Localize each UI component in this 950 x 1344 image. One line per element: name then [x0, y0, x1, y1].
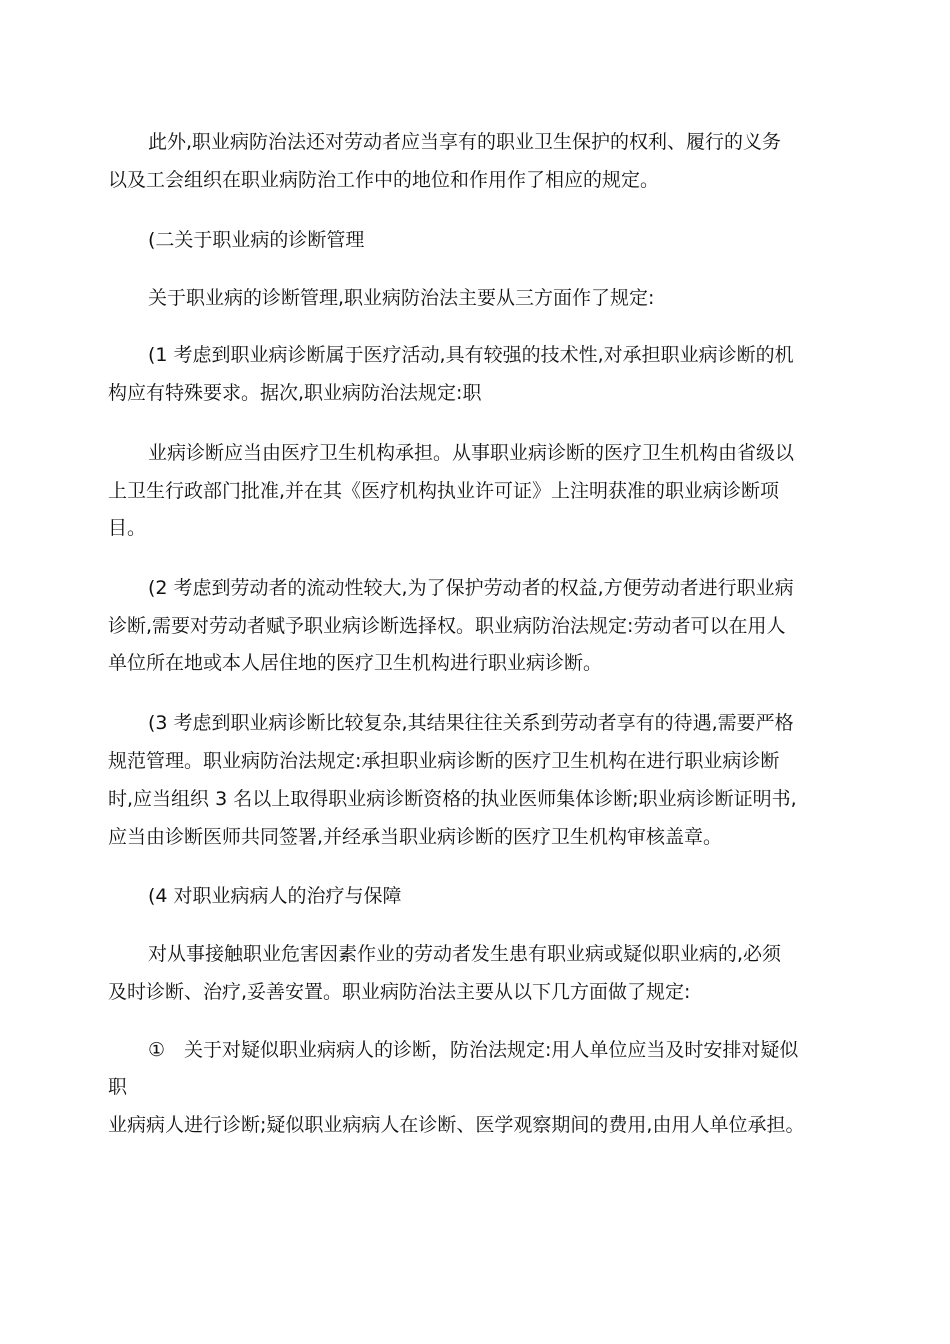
paragraph-line: 构应有特殊要求。据次,职业病防治法规定:职 [108, 382, 482, 404]
paragraph-line: 业病病人进行诊断;疑似职业病病人在诊断、医学观察期间的费用,由用人单位承担。 [108, 1114, 805, 1136]
paragraph-line: 关于职业病的诊断管理,职业病防治法主要从三方面作了规定: [148, 287, 655, 309]
paragraph-line: 对从事接触职业危害因素作业的劳动者发生患有职业病或疑似职业病的,必须 [148, 943, 782, 965]
paragraph-line: 目。 [108, 517, 147, 539]
paragraph-line: 此外,职业病防治法还对劳动者应当享有的职业卫生保护的权利、履行的义务 [148, 131, 782, 153]
paragraph-line: ① 关于对疑似职业病病人的诊断，防治法规定:用人单位应当及时安排对疑似 [148, 1039, 799, 1061]
section-heading: (4 对职业病病人的治疗与保障 [148, 885, 402, 907]
paragraph-line: 及时诊断、治疗,妥善安置。职业病防治法主要从以下几方面做了规定: [108, 981, 691, 1003]
paragraph-line: 时,应当组织 3 名以上取得职业病诊断资格的执业医师集体诊断;职业病诊断证明书, [108, 788, 797, 810]
paragraph-line: (1 考虑到职业病诊断属于医疗活动,具有较强的技术性,对承担职业病诊断的机 [148, 344, 794, 366]
paragraph-line: 业病诊断应当由医疗卫生机构承担。从事职业病诊断的医疗卫生机构由省级以 [148, 442, 795, 464]
paragraph-line: 诊断,需要对劳动者赋予职业病诊断选择权。职业病防治法规定:劳动者可以在用人 [108, 615, 786, 637]
paragraph-line: 以及工会组织在职业病防治工作中的地位和作用作了相应的规定。 [108, 169, 660, 191]
paragraph-line: (3 考虑到职业病诊断比较复杂,其结果往往关系到劳动者享有的待遇,需要严格 [148, 712, 794, 734]
paragraph-line: (2 考虑到劳动者的流动性较大,为了保护劳动者的权益,方便劳动者进行职业病 [148, 577, 794, 599]
paragraph-line: 规范管理。职业病防治法规定:承担职业病诊断的医疗卫生机构在进行职业病诊断 [108, 750, 780, 772]
paragraph-line: 上卫生行政部门批准,并在其《医疗机构执业许可证》上注明获准的职业病诊断项 [108, 480, 780, 502]
section-heading: (二关于职业病的诊断管理 [148, 229, 365, 251]
paragraph-line: 应当由诊断医师共同签署,并经承当职业病诊断的医疗卫生机构审核盖章。 [108, 826, 723, 848]
paragraph-line: 职 [108, 1076, 128, 1098]
paragraph-line: 单位所在地或本人居住地的医疗卫生机构进行职业病诊断。 [108, 652, 603, 674]
